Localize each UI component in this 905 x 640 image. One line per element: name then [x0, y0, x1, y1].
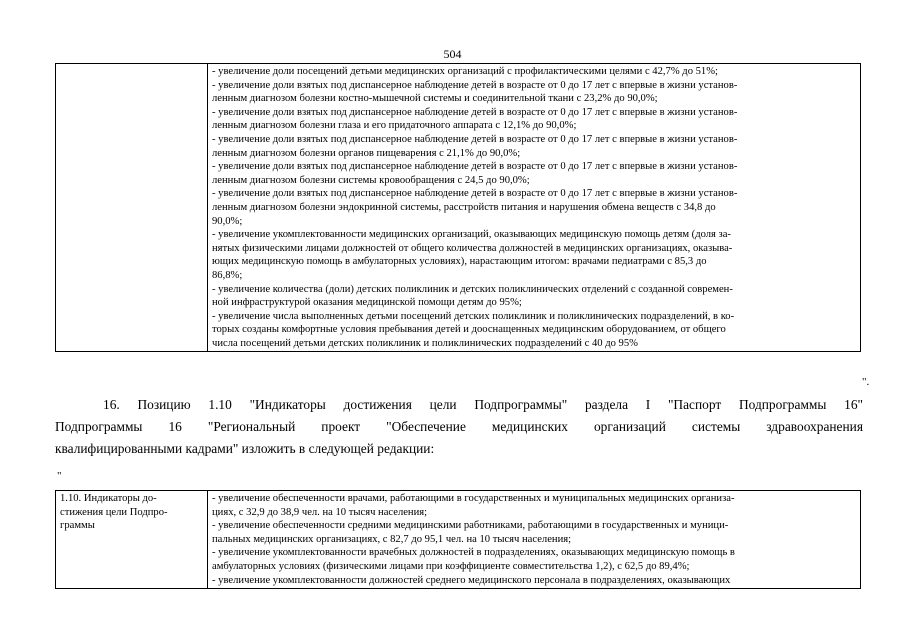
indicator-name-cell [56, 491, 208, 589]
table-text-line: - увеличение укомплектованности должностей среднего медицинского персонала в подразделениях, оказывающих [212, 574, 731, 586]
table-text-line: - увеличение доли взятых под диспансерное наблюдение детей в возрасте от 0 до 17 лет с впервые в жизни установ- [212, 106, 738, 118]
table-text-line: циях, с 32,9 до 38,9 чел. на 10 тысяч населения; [212, 506, 428, 518]
table-text-line: - увеличение доли взятых под диспансерное наблюдение детей в возрасте от 0 до 17 лет с впервые в жизни установ- [212, 161, 738, 173]
table-text-line: числа посещений детьми детских поликлиник и поликлинических подразделений с 40 до 95% [212, 337, 638, 349]
table-text-line: ленным диагнозом болезни системы кровообращения с 24,5 до 90,0%; [212, 174, 530, 186]
closing-quote: ". [862, 376, 870, 388]
table-text-line: - увеличение укомплектованности медицинских организаций, оказывающих медицинскую помощь детям (доля за- [212, 229, 731, 241]
page-number: 504 [443, 47, 462, 61]
indicators-table-previous [55, 63, 861, 352]
table-text-line: ленным диагнозом болезни костно-мышечной системы и соединительной ткани с 23,2% до 90,0%; [212, 93, 658, 105]
table-text-line: 86,8%; [212, 269, 243, 281]
opening-quote: " [57, 470, 62, 482]
table-text-line: пальных медицинских организациях, с 82,7 до 95,1 чел. на 10 тысяч населения; [212, 533, 572, 545]
table-text-line: - увеличение обеспеченности врачами, работающими в государственных и муниципальных медицинских организа- [212, 493, 735, 504]
table-text-line: амбулаторных условиях (физическими лицами при коэффициенте совместительства 1,2), с 62,5 до 89,4%; [212, 560, 690, 572]
table-text-line: 90,0%; [212, 215, 243, 227]
table-text-line: ленным диагнозом болезни эндокринной системы, расстройств питания и нарушения обмена веществ с 34,8 до [212, 201, 716, 213]
paragraph-line: Подпрограммы 16 "Региональный проект "Обеспечение медицинских организаций системы здравоохранения [55, 419, 863, 434]
table-text-line: - увеличение обеспеченности средними медицинскими работниками, работающими в государственных и муници- [212, 520, 729, 532]
table-text-line: ющих медицинскую помощь в амбулаторных условиях), нарастающим итогом: врачами педиатрами с 85,3 до [212, 256, 707, 268]
indicator-name-line: 1.10. Индикаторы до- [60, 493, 157, 504]
table-text-line: ной инфраструктурой оказания медицинской помощи детям до 95%; [212, 297, 522, 309]
table-left-cell [56, 64, 208, 352]
table-right-cell [208, 64, 861, 352]
table-text-line: - увеличение доли взятых под диспансерное наблюдение детей в возрасте от 0 до 17 лет с впервые в жизни установ- [212, 79, 738, 91]
indicator-name-line: стижения цели Подпро- [60, 506, 168, 518]
table-text-line: - увеличение укомплектованности врачебных должностей в подразделениях, оказывающих медицинскую помощь в [212, 547, 735, 559]
table-text-line: - увеличение доли взятых под диспансерное наблюдение детей в возрасте от 0 до 17 лет с впервые в жизни установ- [212, 133, 738, 145]
table-text-line: - увеличение доли посещений детьми медицинских организаций с профилактическими целями с 42,7% до 51%; [212, 66, 719, 77]
indicator-name-line: граммы [60, 520, 95, 532]
indicators-table-new [55, 490, 861, 589]
table-text-line: нятых физическими лицами должностей от общего количества должностей в медицинских организациях, оказыва- [212, 242, 733, 254]
table-text-line: - увеличение числа выполненных детьми посещений детских поликлиник и поликлинических подразделений, в ко- [212, 310, 735, 322]
table-text-line: - увеличение количества (доли) детских поликлиник и детских поликлинических отделений с созданной современ- [212, 283, 733, 295]
amendment-paragraph [55, 394, 863, 460]
paragraph-line: 16. Позицию 1.10 "Индикаторы достижения цели Подпрограммы" раздела I "Паспорт Подпрограммы 16" [103, 397, 863, 412]
table-text-line: ленным диагнозом болезни глаза и его придаточного аппарата с 12,1% до 90,0%; [212, 120, 577, 132]
table-text-line: торых созданы комфортные условия пребывания детей и дооснащенных медицинским оборудованием, от общего [212, 324, 726, 336]
paragraph-line: квалифицированными кадрами" изложить в следующей редакции: [55, 441, 435, 456]
table-text-line: - увеличение доли взятых под диспансерное наблюдение детей в возрасте от 0 до 17 лет с впервые в жизни установ- [212, 188, 738, 200]
indicator-values-cell [208, 491, 861, 589]
table-text-line: ленным диагнозом болезни органов пищеварения с 21,1% до 90,0%; [212, 147, 521, 159]
